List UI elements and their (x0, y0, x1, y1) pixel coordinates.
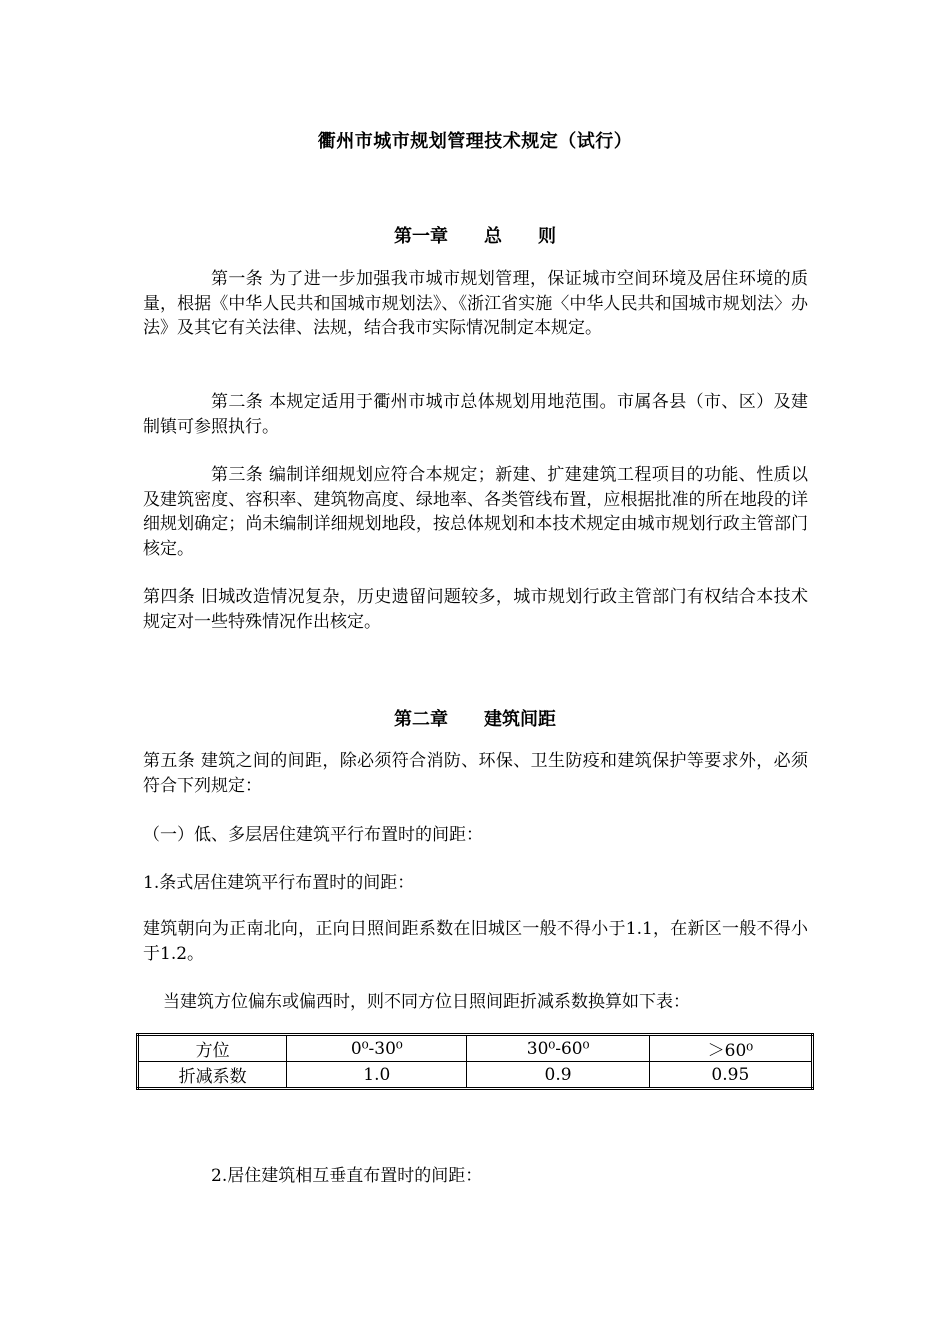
item-1-heading: 1.条式居住建筑平行布置时的间距： (143, 873, 415, 893)
table-cell: 30⁰-60⁰ (467, 1035, 649, 1062)
chapter-1-name: 总 则 (484, 226, 556, 247)
table-row (138, 1062, 813, 1089)
chapter-1-label: 第一章 (394, 226, 448, 247)
table-cell: 0⁰-30⁰ (287, 1035, 467, 1062)
table-cell: ＞60⁰ (649, 1035, 812, 1062)
table-intro: 当建筑方位偏东或偏西时，则不同方位日照间距折减系数换算如下表： (163, 992, 690, 1012)
section-1-heading: （一）低、多层居住建筑平行布置时的间距： (143, 825, 483, 845)
article-3: 第三条 编制详细规划应符合本规定；新建、扩建建筑工程项目的功能、性质以及建筑密度、容积率、建筑物高度、绿地率、各类管线布置，应根据批准的所在地段的详细规划确定；尚未编制详细规划地段，按总体规划和本技术规定由城市规划行政主管部门核定。 (143, 465, 808, 559)
table-cell: 折减系数 (138, 1062, 287, 1089)
article-2: 第二条 本规定适用于衢州市城市总体规划用地范围。市属各县（市、区）及建制镇可参照执行。 (143, 392, 808, 437)
article-1: 第一条 为了进一步加强我市城市规划管理，保证城市空间环境及居住环境的质量，根据《中华人民共和国城市规划法》、《浙江省实施〈中华人民共和国城市规划法〉办法》及其它有关法律、法规，结合我市实际情况制定本规定。 (143, 269, 808, 338)
item-1-text: 建筑朝向为正南北向，正向日照间距系数在旧城区一般不得小于1.1，在新区一般不得小于1.2。 (143, 919, 808, 964)
table-header-row (138, 1035, 813, 1062)
article-4: 第四条 旧城改造情况复杂，历史遗留问题较多，城市规划行政主管部门有权结合本技术规定对一些特殊情况作出核定。 (143, 587, 808, 632)
chapter-2-heading (0, 705, 950, 731)
reduction-coefficient-table (136, 1033, 814, 1090)
article-5: 第五条 建筑之间的间距，除必须符合消防、环保、卫生防疫和建筑保护等要求外，必须符合下列规定： (143, 751, 808, 796)
chapter-1-heading (0, 222, 950, 248)
table-cell: 方位 (138, 1035, 287, 1062)
table-cell: 1.0 (287, 1062, 467, 1089)
chapter-2-name: 建筑间距 (484, 709, 556, 730)
table-cell: 0.9 (467, 1062, 649, 1089)
document-title: 衢州市城市规划管理技术规定（试行） (317, 131, 633, 152)
item-2-heading: 2.居住建筑相互垂直布置时的间距： (211, 1166, 483, 1186)
table-cell: 0.95 (649, 1062, 812, 1089)
chapter-2-label: 第二章 (394, 709, 448, 730)
